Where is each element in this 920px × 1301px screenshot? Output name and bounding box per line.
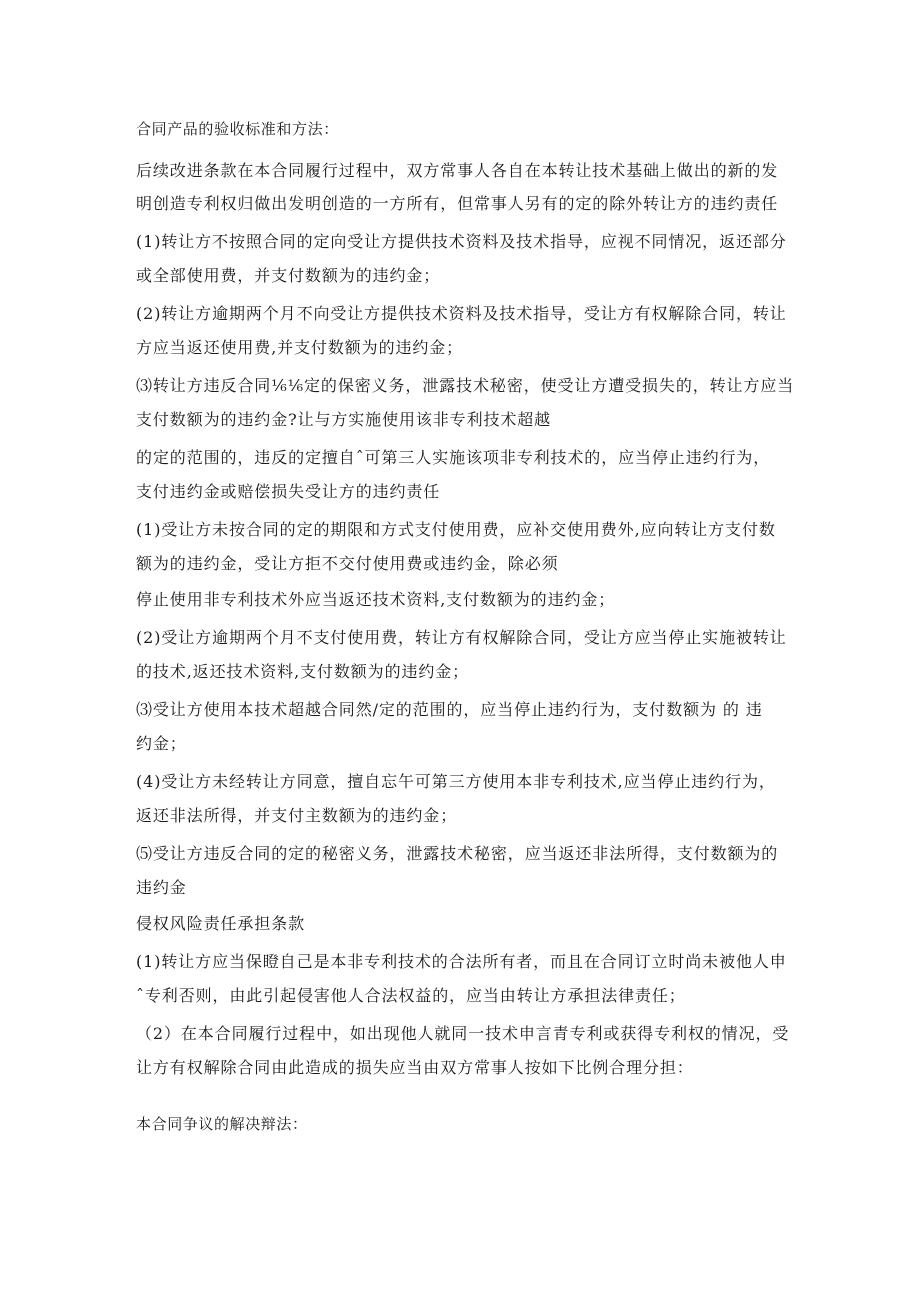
text-line: ⑸受让方违反合同的定的秘密义务，泄露技术秘密，应当返还非法所得，支付数额为的	[136, 844, 779, 863]
text-line: 额为的违约金，受让方拒不交付使用费或违约金，除必须	[136, 554, 559, 573]
text-line: ˆ专利否则，由此引起侵害他人合法权益的，应当由转让方承担法律责任；	[136, 986, 686, 1005]
text-line: (4)受让方未经转让方同意，擅自忘午可第三方使用本非专利技术,应当停止违约行为，	[136, 772, 776, 791]
text-line: (1)转让方应当保瞪自己是本非专利技术的合法所有者，而且在合同订立时尚未被他人申	[136, 952, 787, 971]
text-line: 合同产品的验收标准和方法：	[136, 120, 339, 138]
text-line: 的定的范围的，违反的定擅自ˆ可第三人实施该项非专利技术的，应当停止违约行为，	[136, 448, 771, 467]
text-line: 或全部使用费，并支付数额为的违约金；	[136, 266, 441, 285]
section-heading: 本合同争议的解决辩法：	[136, 1115, 308, 1133]
text-line: 的技术,返还技术资料,支付数额为的违约金；	[136, 662, 470, 681]
section-heading: 侵权风险责任承担条款	[136, 914, 306, 933]
text-line: 方应当返还使用费,并支付数额为的违约金；	[136, 338, 464, 357]
text-line: 约金；	[136, 734, 187, 753]
text-line: 支付数额为的违约金?让与方实施使用该非专利技术超越	[136, 410, 552, 429]
text-line: (1)受让方未按合同的定的期限和方式支付使用费，应补交使用费外,应向转让方支付数	[136, 520, 776, 539]
text-line: 让方有权解除合同由此造成的损失应当由双方常事人按如下比例合理分担：	[136, 1058, 694, 1077]
text-line: 违约金	[136, 878, 187, 897]
text-line: 返还非法所得，并支付主数额为的违约金；	[136, 806, 458, 825]
text-line: （2）在本合同履行过程中，如出现他人就同一技术申言青专利或获得专利权的情况，受	[136, 1024, 790, 1043]
text-line: ⑶转让方违反合同⅙⅙定的保密义务，泄露技术秘密，使受让方遭受损失的，转让方应当	[136, 376, 795, 395]
text-line: 后续改进条款在本合同履行过程中，双方常事人各自在本转让技术基础上做出的新的发	[136, 161, 779, 180]
text-line: (1)转让方不按照合同的定向受让方提供技术资料及技术指导，应视不同情况，返还部分	[136, 232, 787, 251]
text-line: 明创造专利权归做出发明创造的一方所有，但常事人另有的定的除外转让方的违约责任	[136, 194, 779, 213]
text-line: ⑶受让方使用本技术超越合同然/定的范围的，应当停止违约行为，支付数额为 的 违	[136, 700, 763, 719]
text-line: (2)受让方逾期两个月不支付使用费，转让方有权解除合同，受让方应当停止实施被转让	[136, 628, 787, 647]
text-line: (2)转让方逾期两个月不向受让方提供技术资料及技术指导，受让方有权解除合同，转让	[136, 304, 787, 323]
text-line: 停止使用非专利技术外应当返还技术资料,支付数额为的违约金；	[136, 590, 616, 609]
text-line: 支付违约金或赔偿损失受让方的违约责任	[136, 482, 441, 501]
